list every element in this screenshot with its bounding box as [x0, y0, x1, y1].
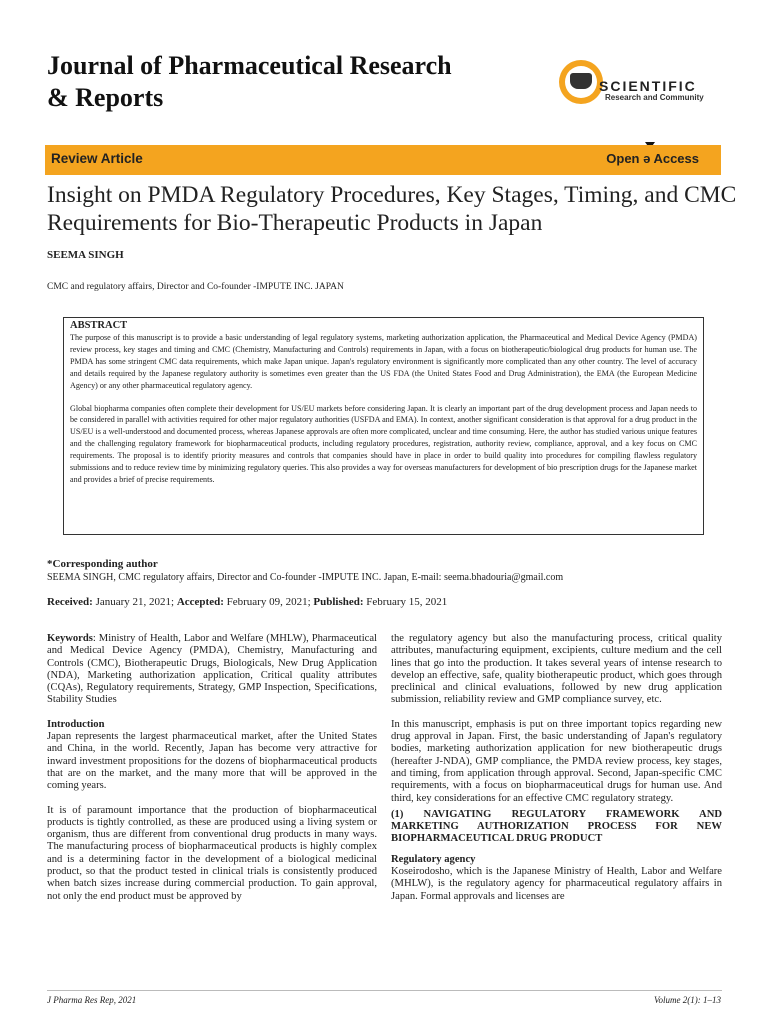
- published-label: Published:: [313, 596, 364, 608]
- introduction-heading: Introduction: [47, 718, 105, 730]
- publisher-logo: [559, 60, 729, 108]
- article-type-banner: [45, 145, 721, 175]
- abstract-paragraph-1: The purpose of this manuscript is to provide a basic understanding of legal regulatory systems, marketing authorization application, the Pharmaceutical and Medical Device Agency (PMDA) review process, key stages and timing and CMC (Chemistry, Manufacturing and Controls) requirements in Japan, with a focus on biotherapeutic/biological drug products for human use. The PMDA has some stringent CMC data requirements, which make Japan unique. Japan's regulatory environment is significantly more complicated than any other country. The level of accuracy and details required by the Japanese regulatory authority is sometimes even greater than the US FDA (the United States Food and Drug Administration), the EMA (the European Medicine Agency) or any other pharmaceutical regulatory agency.: [70, 333, 697, 390]
- journal-title-line1: Journal of Pharmaceutical Research: [47, 51, 452, 80]
- footer-volume: Volume 2(1): 1–13: [654, 995, 721, 1005]
- abstract-heading: ABSTRACT: [70, 320, 128, 331]
- corresponding-author-label: *Corresponding author: [47, 558, 158, 570]
- body-paragraph-3: Koseirodosho, which is the Japanese Ministry of Health, Labor and Welfare (MHLW), is the regulatory agency for pharmaceutical regulatory affairs in Japan. Formal approvals and licenses are: [391, 866, 722, 902]
- footer-citation: J Pharma Res Rep, 2021: [47, 995, 137, 1005]
- keywords-list: : Ministry of Health, Labor and Welfare (MHLW), Pharmaceutical and Medical Device Agency (PMDA), Chemistry, Manufacturing and Controls (CMC), Biotherapeutic Drugs, Biologicals, New Drug Application (NDA), Marketing authorization application, Critical quality attributes (CQAs), Regulatory requirements, Strategy, GMP Inspection, Specifications, Stability Studies: [47, 633, 377, 706]
- abstract-paragraph-2: Global biopharma companies often complete their development for US/EU markets before considering Japan. It is clearly an important part of the drug development process and Japan needs to be considered in parallel with activities required for other major regulatory authorities (USFDA and EMA). In context, another significant consideration is that approval for a drug product in the US/EU is a well-understood and documented process, whereas Japanese approvals are often more complicated, unclear and time consuming. Here, the author has studied various unique features and the challenging regulatory framework for biopharmaceutical products, including regulatory procedures, registration, authority review, compliance, approval, and a key focus on CMC requirements. The proposal is to identify priority measures and controls that companies should have in place in order to build quality into procedures for compiling flawless regulatory submissions and to reduce review time by minimizing regulatory queries. This also provides a way for overseas manufacturers for development of bio prescription drugs for the Japanese market and provides a brief of precise requirements.: [70, 403, 697, 484]
- keywords: [47, 633, 377, 707]
- received-label: Received:: [47, 596, 93, 608]
- abstract-box: [63, 317, 704, 535]
- article-title: Insight on PMDA Regulatory Procedures, Key Stages, Timing, and CMC Requirements for Bio-Therapeutic Products in Japan: [47, 182, 737, 236]
- right-column: [391, 633, 722, 903]
- author-name: SEEMA SINGH: [47, 249, 124, 261]
- logo-main-text: SCIENTIFIC: [599, 78, 697, 94]
- body-paragraph-2: In this manuscript, emphasis is put on three important topics regarding new drug approval in Japan. First, the basic understanding of Japan's regulatory bodies, marketing authorization application for new biotherapeutic drugs (hereafter J-NDA), GMP compliance, the PMDA review process, key stages, and timing, from application through approval. Second, Japan-specific CMC requirements, with a focus on biopharmaceutical drugs for human use. And third, key considerations for an effective CMC regulatory strategy.: [391, 718, 722, 804]
- section-heading: (1) NAVIGATING REGULATORY FRAMEWORK AND MARKETING AUTHORIZATION PROCESS FOR NEW BIOPHARMACEUTICAL DRUG PRODUCT: [391, 808, 722, 845]
- journal-title-line2: & Reports: [47, 83, 164, 112]
- introduction-paragraph-2: It is of paramount importance that the production of biopharmaceutical products is tightly controlled, as these are produced using a living system or organism, thus are different from conventional drug products in many ways. The manufacturing process of biopharmaceutical products is highly complex and is a determining factor in the development of a biological medicinal product, so that the product tested in clinical trials is consistently produced when batch sizes increase during commercial production. To gain approval, not only the end product must be approved by: [47, 804, 377, 902]
- graduation-cap-icon: [559, 60, 603, 104]
- corresponding-author-details: SEEMA SINGH, CMC regulatory affairs, Director and Co-founder -IMPUTE INC. Japan, E-mail: seema.bhadouria@gmail.com: [47, 572, 564, 583]
- left-column: [47, 633, 377, 903]
- open-access-label: Open ə Access: [606, 151, 699, 166]
- author-affiliation: CMC and regulatory affairs, Director and Co-founder -IMPUTE INC. JAPAN: [47, 282, 344, 292]
- logo-sub-text: Research and Community: [605, 93, 704, 102]
- introduction-paragraph-1: Japan represents the largest pharmaceutical market, after the United States and China, in the world. Recently, Japan has become very attractive for inward investment propositions for the dozens of biopharmaceutical products that are on the market, and the many more that will be approved in the coming years.: [47, 731, 377, 792]
- publication-dates: [47, 596, 447, 608]
- journal-title: [47, 50, 517, 114]
- published-date: February 15, 2021: [366, 596, 448, 608]
- body-paragraph-1: the regulatory agency but also the manufacturing process, critical quality attributes, manufacturing equipment, excipients, culture medium and the cell lines that go into the production. It takes several years of intense research to develop an effective, safe, quality biotherapeutic product, which goes through preclinical and clinical evaluations, followed by new drug application submission, reliability review and GMP compliance survey, etc.: [391, 633, 722, 706]
- accepted-label: Accepted:: [176, 596, 224, 608]
- subsection-heading: Regulatory agency: [391, 853, 476, 865]
- received-date: January 21, 2021;: [95, 596, 175, 608]
- accepted-date: February 09, 2021;: [226, 596, 311, 608]
- article-type: Review Article: [51, 151, 143, 166]
- keywords-label: Keywords: [47, 633, 93, 644]
- footer-divider: [47, 990, 722, 991]
